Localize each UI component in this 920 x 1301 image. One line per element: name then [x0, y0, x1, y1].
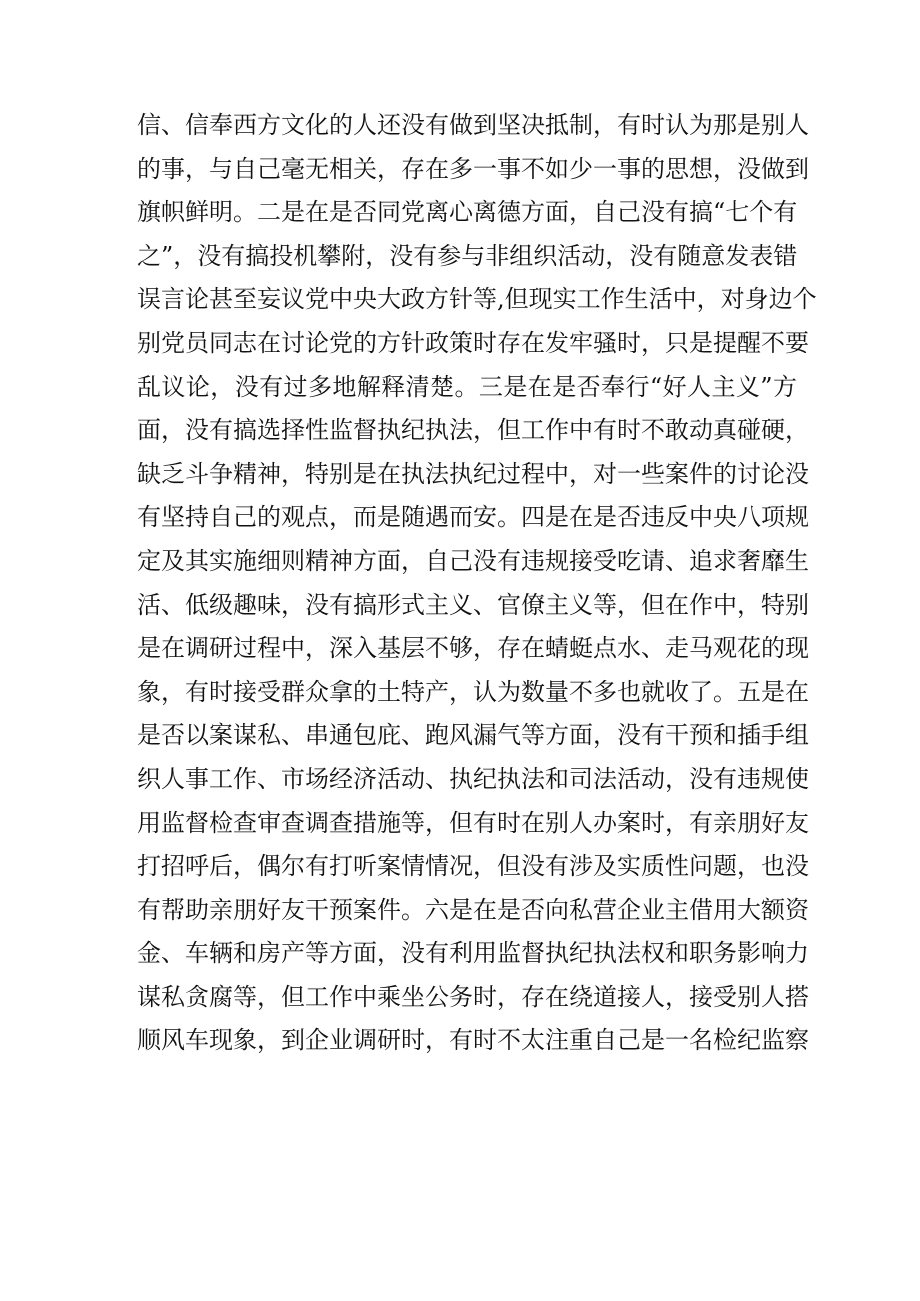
text-line: 旗帜鲜明。二是在是否同党离心离德方面，自己没有搞“七个有	[137, 198, 798, 227]
text-line: 打招呼后，偶尔有打听案情情况，但没有涉及实质性问题，也没	[137, 852, 809, 881]
text-line: 活、低级趣味，没有搞形式主义、官僚主义等，但在作中，特别	[137, 590, 809, 619]
text-line: 织人事工作、市场经济活动、执纪执法和司法活动，没有违规使	[137, 764, 809, 793]
text-line: 是否以案谋私、串通包庇、跑风漏气等方面，没有干预和插手组	[137, 721, 809, 750]
text-line: 别党员同志在讨论党的方针政策时存在发牢骚时，只是提醒不要	[137, 328, 809, 357]
text-line: 谋私贪腐等，但工作中乘坐公务时，存在绕道接人，接受别人搭	[137, 982, 809, 1011]
text-line: 面，没有搞选择性监督执纪执法，但工作中有时不敢动真碰硬，	[137, 416, 809, 445]
text-line: 有帮助亲朋好友干预案件。六是在是否向私营企业主借用大额资	[137, 895, 809, 924]
text-line: 金、车辆和房产等方面，没有利用监督执纪执法权和职务影响力	[137, 939, 809, 968]
text-line: 之”，没有搞投机攀附，没有参与非组织活动，没有随意发表错	[137, 241, 798, 270]
text-line: 用监督检查审查调查措施等，但有时在别人办案时，有亲朋好友	[137, 808, 809, 837]
text-line: 缺乏斗争精神，特别是在执法执纪过程中，对一些案件的讨论没	[137, 459, 809, 488]
text-line: 顺风车现象，到企业调研时，有时不太注重自己是一名检纪监察	[137, 1026, 809, 1055]
text-line: 的事，与自己毫无相关，存在多一事不如少一事的思想，没做到	[137, 154, 809, 183]
text-line: 有坚持自己的观点，而是随遇而安。四是在是否违反中央八项规	[137, 503, 809, 532]
text-line: 定及其实施细则精神方面，自己没有违规接受吃请、追求奢靡生	[137, 546, 809, 575]
text-line: 信、信奉西方文化的人还没有做到坚决抵制，有时认为那是别人	[137, 111, 809, 139]
text-line: 误言论甚至妄议党中央大政方针等,但现实工作生活中，对身边个	[137, 285, 817, 314]
text-line: 乱议论，没有过多地解释清楚。三是在是否奉行“好人主义”方	[137, 372, 797, 401]
text-line: 是在调研过程中，深入基层不够，存在蜻蜓点水、走马观花的现	[137, 634, 809, 663]
body-paragraph	[137, 104, 817, 1063]
text-line: 象，有时接受群众拿的土特产，认为数量不多也就收了。五是在	[137, 677, 809, 706]
